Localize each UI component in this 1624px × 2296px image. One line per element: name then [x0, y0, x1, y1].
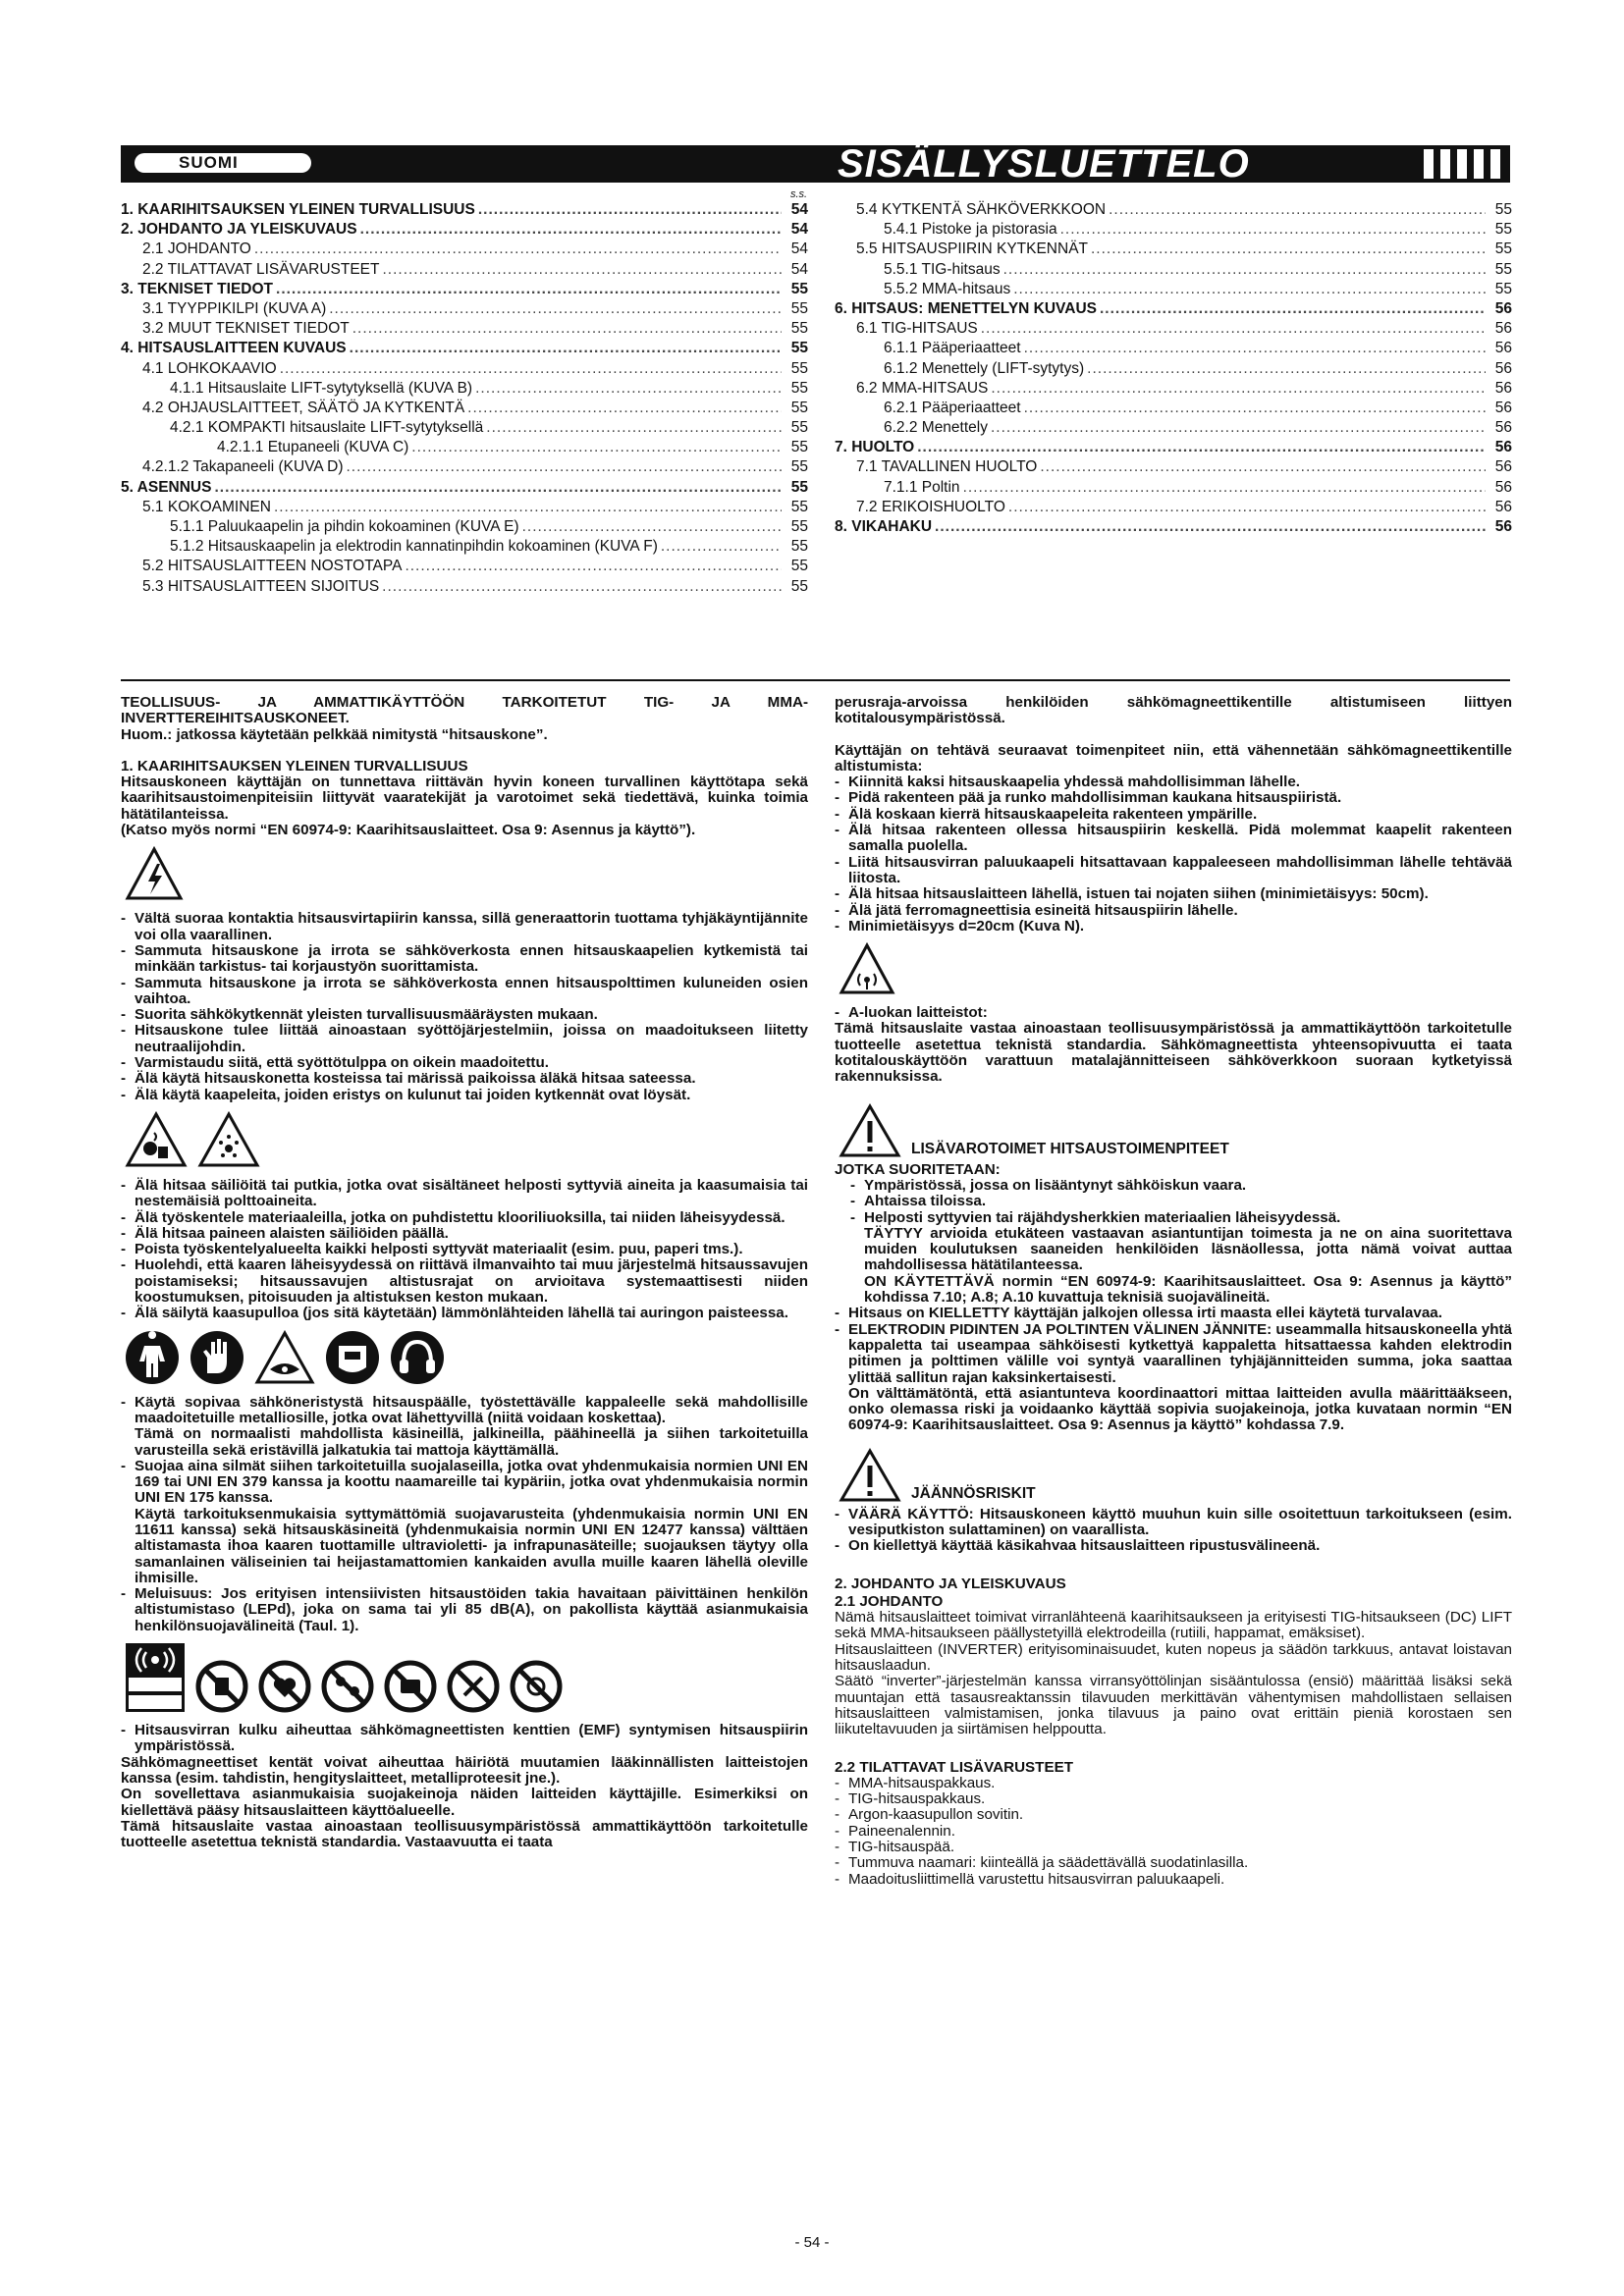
list-item: - Älä käytä kaapeleita, joiden eristys on kulunut tai joiden kytkennät ovat löysät.: [121, 1088, 808, 1103]
accessories-list: [835, 1776, 1512, 1888]
toc-entry[interactable]: [121, 418, 808, 438]
toc-entry[interactable]: [121, 319, 808, 339]
list-item: - Liitä hitsausvirran paluukaapeli hitsattavaan kappaleeseen mahdollisimman lähelle tehtävää liitosta.: [835, 855, 1512, 887]
toc-entry-title: 2. JOHDANTO JA YLEISKUVAUS: [121, 221, 357, 239]
list-item: - TIG-hitsauspakkaus.: [835, 1791, 1512, 1807]
toc-entry-page: 56: [1494, 299, 1512, 317]
section-2-1-text: Hitsauslaitteen (INVERTER) erityisominaisuudet, kuten nopeus ja säädön tarkkuus, antavat loistavan hitsauslaadun.: [835, 1640, 1512, 1675]
list-item: - Meluisuus: Jos erityisen intensiivisten hitsaustöiden takia havaitaan päivittäinen henkilön altistumistaso (LEPd), joka on sama tai yli 85 dB(A), on pakollista käyttää asianmukaisia henkilönsuojavälineitä (Taul. 1).: [121, 1586, 808, 1634]
toc-entry[interactable]: [835, 517, 1512, 537]
toc-entry-title: 6.2.1 Pääperiaatteet: [884, 399, 1021, 416]
list-item: TÄYTYY arvioida etukäteen vastaavan asiantuntijan toimesta ja ne on aina suoritettava muiden koulutuksen saaneiden henkilöiden läsnäollessa, jotta nämä voivat auttaa mahdollisessa hätätilanteessa.: [864, 1224, 1512, 1274]
toc-entry-page: 55: [790, 359, 808, 377]
toc-entry-title: 5.1.2 Hitsauskaapelin ja elektrodin kannatinpihdin kokoaminen (KUVA F): [170, 538, 658, 556]
toc-entry-title: 3.1 TYYPPIKILPI (KUVA A): [142, 299, 327, 317]
toc-entry[interactable]: [835, 478, 1512, 498]
list-item: - MMA-hitsauspakkaus.: [835, 1776, 1512, 1791]
section-2-title: 2. JOHDANTO JA YLEISKUVAUS: [835, 1575, 1066, 1592]
toc-entry-title: 5.1.1 Paluukaapelin ja pihdin kokoaminen (KUVA E): [170, 518, 519, 535]
list-item: - Älä hitsaa rakenteen ollessa hitsauspiirin keskellä. Pidä molemmat kaapelit rakenteen samalla puolella.: [835, 823, 1512, 855]
toc-left-column: [121, 200, 808, 597]
list-item: - Hitsaus on KIELLETTY käyttäjän jalkojen ollessa irti maasta ellei käytetä turvalavaa.: [835, 1306, 1512, 1321]
toc-entry[interactable]: [121, 537, 808, 557]
list-item: Käytä tarkoituksenmukaisia syttymättömiä suojavarusteita (yhdenmukaisia normin UNI EN 11611 kanssa) sekä hitsauskäsineitä (yhdenmukaisia normin UNI EN 12477 kanssa) välttäen altistamasta ihoa kaaren tuottamille ultravioletti- ja infrapunasäteille; suojauksen täytyy olla samanlainen väliseinien tai heijastamattomien kankaiden avulla muille kaaren lähellä oleville ihmisille.: [135, 1505, 808, 1586]
toc-leader-dots: [280, 359, 782, 379]
toc-leader-dots: [981, 319, 1486, 339]
electric-safety-list: [121, 911, 808, 1103]
toc-leader-dots: [1100, 299, 1486, 319]
protective-gloves-icon: [189, 1330, 244, 1385]
toc-entry[interactable]: [835, 399, 1512, 418]
list-item: ON KÄYTETTÄVÄ normin “EN 60974-9: Kaarihitsauslaitteet. Osa 9: Asennus ja käyttö” kohdissa 7.10; A.8; A.10 kuvattuja teknisiä suojavälineitä.: [864, 1272, 1512, 1307]
toc-entry-title: 6.2.2 Menettely: [884, 419, 988, 437]
list-item: - Älä käytä hitsauskonetta kosteissa tai märissä paikoissa äläkä hitsaa sateessa.: [121, 1071, 808, 1087]
toc-entry[interactable]: [835, 319, 1512, 339]
toc-leader-dots: [1008, 498, 1486, 517]
toc-entry[interactable]: [835, 418, 1512, 438]
toc-entry-page: 55: [790, 320, 808, 338]
toc-leader-dots: [382, 577, 782, 597]
toc-entry[interactable]: [835, 200, 1512, 220]
class-a-list: [835, 1005, 1512, 1021]
list-item: - Maadoitusliittimellä varustettu hitsausvirran paluukaapeli.: [835, 1872, 1512, 1888]
list-item: - Hitsauskone tulee liittää ainoastaan syöttöjärjestelmiin, joissa on maadoitukseen liitetty neutraalijohdin.: [121, 1023, 808, 1055]
toc-entry-title: 6.1 TIG-HITSAUS: [856, 320, 978, 338]
toc-entry-page: 55: [1494, 260, 1512, 278]
toc-leader-dots: [274, 498, 782, 517]
toc-entry-page: 56: [1494, 478, 1512, 496]
toc-entry-title: 5. ASENNUS: [121, 478, 212, 496]
toc-entry-page: 55: [790, 280, 808, 297]
page-number: - 54 -: [794, 2234, 830, 2251]
header-bars-decoration: [1424, 149, 1500, 179]
toc-entry-title: 3.2 MUUT TEKNISET TIEDOT: [142, 320, 350, 338]
toc-entry-page: 55: [790, 518, 808, 535]
toc-entry-title: 5.4.1 Pistoke ja pistorasia: [884, 221, 1057, 239]
toc-entry-page: 55: [1494, 221, 1512, 239]
toc-leader-dots: [522, 517, 782, 537]
language-tab[interactable]: SUOMI: [135, 153, 311, 173]
no-prosthesis-icon: [321, 1660, 374, 1713]
page-title: SISÄLLYSLUETTELO: [838, 142, 1250, 186]
face-shield-icon: [325, 1330, 380, 1385]
toc-entry-title: 7. HUOLTO: [835, 439, 915, 456]
general-warning-icon: [839, 1448, 901, 1503]
emf-measures-intro: Käyttäjän on tehtävä seuraavat toimenpiteet niin, että vähennetään sähkömagneettikentille altistumista:: [835, 741, 1512, 774]
intro-title: TEOLLISUUS- JA AMMATTIKÄYTTÖÖN TARKOITETUT TIG- JA MMA-INVERTTEREIHITSAUSKONEET.: [121, 694, 808, 727]
toc-entry[interactable]: [121, 498, 808, 517]
toc-leader-dots: [1060, 220, 1486, 240]
list-item: Tämä on normaalisti mahdollista käsineillä, jalkineilla, päähineellä ja siihen tarkoitetuilla varusteilla sekä eristävillä jalkatukia tai mattoja käyttämällä.: [135, 1425, 808, 1459]
list-item: - Ympäristössä, jossa on lisääntynyt sähköiskun vaara.: [835, 1178, 1512, 1194]
toc-leader-dots: [991, 418, 1486, 438]
emf-paragraph: On sovellettava asianmukaisia suojakeinoja näiden laitteiden käyttäjille. Esimerkiksi on kiellettävä pääsy hitsauslaitteen käyttöalueelle.: [121, 1786, 808, 1819]
toc-entry-title: 4. HITSAUSLAITTEEN KUVAUS: [121, 340, 347, 357]
toc-leader-dots: [478, 200, 782, 220]
list-item: - Argon-kaasupullon sovitin.: [835, 1807, 1512, 1823]
toc-entry-title: 6.2 MMA-HITSAUS: [856, 379, 989, 397]
toc-entry-title: 4.2.1.2 Takapaneeli (KUVA D): [142, 458, 344, 476]
emf-paragraph: Sähkömagneettiset kentät voivat aiheuttaa häiriötä muutamien lääkinnällisten laitteistojen kanssa (esim. tahdistin, hengityslaitteet, metalliproteesit jne.).: [121, 1753, 808, 1787]
list-item: - Pidä rakenteen pää ja runko mahdollisimman kaukana hitsauspiiristä.: [835, 790, 1512, 806]
toc-entry[interactable]: [835, 457, 1512, 477]
list-item: - Suorita sähkökytkennät yleisten turvallisuusmääräysten mukaan.: [121, 1007, 808, 1023]
toc-leader-dots: [411, 438, 782, 457]
eye-hazard-warning-icon: [254, 1330, 315, 1385]
toc-entry-page: 56: [1494, 379, 1512, 397]
toc-leader-dots: [360, 220, 782, 240]
class-a-text: Tämä hitsauslaite vastaa ainoastaan teollisuusympäristössä ja ammattikäyttöön tarkoitetulle tuotteelle asetettua teknistä standardia. Sähkömagneettista yhteensopivuutta ei taata kotitalouskäyttöön varattuun matalajännitteiseen sähköverkkoon suoraan kytketyissä rakennuksissa.: [835, 1020, 1512, 1086]
toc-entry-page: 55: [790, 419, 808, 437]
toc-entry[interactable]: [121, 577, 808, 597]
toc-entry[interactable]: [835, 498, 1512, 517]
toc-leader-dots: [467, 399, 782, 418]
toc-entry[interactable]: [121, 379, 808, 399]
toc-leader-dots: [1087, 359, 1486, 379]
toc-entry-title: 1. KAARIHITSAUKSEN YLEINEN TURVALLISUUS: [121, 201, 475, 218]
no-tools-icon: [447, 1660, 500, 1713]
list-item: - TIG-hitsauspää.: [835, 1840, 1512, 1855]
toc-entry-title: 7.1 TAVALLINEN HUOLTO: [856, 458, 1038, 476]
toc-entry-page: 55: [790, 379, 808, 397]
toc-leader-dots: [1003, 260, 1486, 280]
no-watch-icon: [384, 1660, 437, 1713]
emf-list: [121, 1723, 808, 1755]
toc-entry[interactable]: [835, 438, 1512, 457]
list-item: - Tummuva naamari: kiinteällä ja säädettävällä suodatinlasilla.: [835, 1855, 1512, 1871]
toc-leader-dots: [382, 260, 782, 280]
toc-leader-dots: [276, 280, 782, 299]
toc-entry-title: 4.2.1.1 Etupaneeli (KUVA C): [217, 439, 409, 456]
toc-entry-page: 55: [1494, 240, 1512, 258]
ear-protection-icon: [390, 1330, 445, 1385]
toc-entry[interactable]: [835, 240, 1512, 259]
list-item: - Huolehdi, että kaaren läheisyydessä on riittävä ilmanvaihto tai muu järjestelmä hitsaussavujen poistamiseksi; hitsaussavujen altistusrajat on arvioitava systemaattisesti niiden koostumuksen, pitoisuuden ja altistuksen keston mukaan.: [121, 1257, 808, 1306]
list-item: - Kiinnitä kaksi hitsauskaapelia yhdessä mahdollisimman lähelle.: [835, 774, 1512, 790]
ppe-list: [121, 1395, 808, 1634]
precautions-subtitle: JOTKA SUORITETAAN:: [835, 1160, 1001, 1178]
toc-entry-page: 55: [790, 299, 808, 317]
toc-entry[interactable]: [121, 299, 808, 319]
toc-leader-dots: [1013, 280, 1486, 299]
fire-warning-icons: [125, 1111, 808, 1168]
toc-entry-title: 3. TEKNISET TIEDOT: [121, 280, 274, 297]
toc-entry[interactable]: [835, 280, 1512, 299]
toc-entry[interactable]: [835, 379, 1512, 399]
toc-entry[interactable]: [121, 399, 808, 418]
toc-leader-dots: [475, 379, 782, 399]
toc-entry[interactable]: [835, 220, 1512, 240]
toc-entry[interactable]: [121, 557, 808, 576]
list-item: - Poista työskentelyalueelta kaikki helposti syttyvät materiaalit (esim. puu, paperi tms.).: [121, 1242, 808, 1257]
toc-leader-dots: [350, 339, 782, 358]
toc-entry[interactable]: [121, 457, 808, 477]
toc-entry[interactable]: [121, 280, 808, 299]
list-item: - A-luokan laitteistot:: [835, 1005, 1512, 1021]
fire-safety-list: [121, 1178, 808, 1322]
toc-entry[interactable]: [835, 359, 1512, 379]
list-item: - Älä säilytä kaasupulloa (jos sitä käytetään) lämmönlähteiden lähellä tai auringon paisteessa.: [121, 1306, 808, 1321]
toc-entry[interactable]: [121, 438, 808, 457]
precautions-header: [839, 1103, 1512, 1158]
toc-leader-dots: [214, 478, 782, 498]
toc-entry[interactable]: [121, 260, 808, 280]
toc-entry[interactable]: [121, 339, 808, 358]
toc-leader-dots: [661, 537, 782, 557]
toc-leader-dots: [329, 299, 782, 319]
list-item: - Suojaa aina silmät siihen tarkoitetuilla suojalaseilla, jotka ovat yhdenmukaisia normien UNI EN 169 tai UNI EN 379 kanssa ja koottu naamareille tai kypäriin, jotka ovat yhdenmukaisia normin UNI EN 175 kanssa.: [121, 1459, 808, 1507]
toc-entry-page: 54: [790, 201, 808, 218]
list-item: - Älä työskentele materiaaleilla, jotka on puhdistettu klooriliuoksilla, tai niiden läheisyydessä.: [121, 1210, 808, 1226]
toc-entry-title: 4.2 OHJAUSLAITTEET, SÄÄTÖ JA KYTKENTÄ: [142, 399, 465, 416]
electric-warning-icons: [125, 846, 808, 901]
list-item: - VÄÄRÄ KÄYTTÖ: Hitsauskoneen käyttö muuhun kuin sille osoitettuun tarkoitukseen (esim. vesiputkiston sulattaminen) on vaarallista.: [835, 1507, 1512, 1539]
list-item: - Ahtaissa tiloissa.: [835, 1194, 1512, 1209]
list-item: - ELEKTRODIN PIDINTEN JA POLTINTEN VÄLINEN JÄNNITE: useammalla hitsauskoneella yhtä kappaletta tai useampaa sähköisesti kytkettyä kappaletta hitsattaessa kahden elektrodin pitimen ja polttimen välille voi syntyä vaarallinen tyhjäjännitteiden summa, joka saattaa ylittää sallitun rajan kaksinkertaisesti.: [835, 1322, 1512, 1386]
toc-entry-page: 55: [790, 340, 808, 357]
toc-entry-page: 56: [1494, 359, 1512, 377]
toc-leader-dots: [1040, 457, 1486, 477]
section-2-1-text: Nämä hitsauslaitteet toimivat virranlähteenä kaarihitsaukseen ja erityisesti TIG-hitsaukseen (DC) LIFT sekä MMA-hitsaukseen päällystetyillä elektrodeilla (rutiili, happamat, emäksiset).: [835, 1609, 1512, 1642]
list-item: - Helposti syttyvien tai räjähdysherkkien materiaalien läheisyydessä.: [835, 1210, 1512, 1226]
emf-safe-logo-icon: [125, 1642, 186, 1713]
toc-leader-dots: [486, 418, 782, 438]
toc-leader-dots: [1109, 200, 1486, 220]
toc-leader-dots: [1024, 399, 1486, 418]
precautions-title: LISÄVAROTOIMET HITSAUSTOIMENPITEET: [911, 1141, 1229, 1158]
toc-leader-dots: [405, 557, 782, 576]
toc-leader-dots: [1091, 240, 1486, 259]
list-item: - Älä hitsaa säiliöitä tai putkia, jotka ovat sisältäneet helposti syttyviä aineita ja kaasumaisia tai nestemäisiä polttoaineita.: [121, 1178, 808, 1210]
toc-entry-title: 2.1 JOHDANTO: [142, 240, 251, 258]
toc-entry[interactable]: [835, 260, 1512, 280]
toc-leader-dots: [254, 240, 782, 259]
toc-entry-page: 55: [790, 439, 808, 456]
toc-entry-title: 4.2.1 KOMPAKTI hitsauslaite LIFT-sytytyksellä: [170, 419, 484, 437]
emf-continuation: perusraja-arvoissa henkilöiden sähkömagneettikentille altistumiseen liittyen kotitalousympäristössä.: [835, 694, 1512, 727]
toc-right-column: [835, 200, 1512, 537]
residual-risk-list: [835, 1507, 1512, 1555]
body-right-column: [835, 695, 1512, 1888]
general-warning-icon: [839, 1103, 901, 1158]
toc-entry-title: 4.1.1 Hitsauslaite LIFT-sytytyksellä (KUVA B): [170, 379, 473, 397]
no-magnetic-card-icon: [510, 1660, 563, 1713]
toc-entry-title: 6.1.1 Pääperiaatteet: [884, 340, 1021, 357]
list-item: - Älä hitsaa paineen alaisten säiliöiden päällä.: [121, 1226, 808, 1242]
list-item: - Varmistaudu siitä, että syöttötulppa on oikein maadoitettu.: [121, 1055, 808, 1071]
toc-entry[interactable]: [121, 240, 808, 259]
toc-entry-title: 5.1 KOKOAMINEN: [142, 498, 271, 515]
toc-entry-title: 5.3 HITSAUSLAITTEEN SIJOITUS: [142, 577, 380, 595]
no-pacemaker-icon: [258, 1660, 311, 1713]
toc-entry-page: 55: [790, 538, 808, 556]
section-2-1-text: Säätö “inverter”-järjestelmän kanssa virransyöttölinjan sisääntulossa (ensiö) määrittää lisäksi sekä muuntajan että tasausreaktanssin tilavuuden merkittävän vähentymisen mahdollistaen sellaisen hitsauslaitteen valmistamisen, jonka tilavuus ja paino ovat erittäin pieniä korostaen sen liikuteltavuuden ja siirtämisen helppoutta.: [835, 1673, 1512, 1738]
precautions-list: [835, 1178, 1512, 1434]
list-item: - Vältä suoraa kontaktia hitsausvirtapiirin kanssa, sillä generaattorin tuottama tyhjäkäyntijännite voi olla vaarallinen.: [121, 911, 808, 943]
toc-entry-page: 55: [790, 558, 808, 575]
toc-entry-title: 5.5 HITSAUSPIIRIN KYTKENNÄT: [856, 240, 1088, 258]
toc-entry-title: 6.1.2 Menettely (LIFT-sytytys): [884, 359, 1085, 377]
toc-entry-page: 54: [790, 240, 808, 258]
emf-icons: [125, 1642, 808, 1713]
toc-entry-page: 56: [1494, 340, 1512, 357]
list-item: - Minimietäisyys d=20cm (Kuva N).: [835, 919, 1512, 934]
toc-entry-page: 55: [790, 458, 808, 476]
toc-entry-title: 5.2 HITSAUSLAITTEEN NOSTOTAPA: [142, 558, 403, 575]
toc-entry-title: 5.5.2 MMA-hitsaus: [884, 280, 1011, 297]
toc-entry-page: 56: [1494, 439, 1512, 456]
toxic-fumes-warning-icon: [125, 1111, 188, 1168]
toc-entry[interactable]: [835, 339, 1512, 358]
list-item: - Älä koskaan kierrä hitsauskaapeleita rakenteen ympärille.: [835, 807, 1512, 823]
toc-entry[interactable]: [121, 220, 808, 240]
toc-entry-page: 54: [790, 221, 808, 239]
toc-entry[interactable]: [835, 299, 1512, 319]
section-2-1-title: 2.1 JOHDANTO: [835, 1592, 944, 1610]
toc-entry-title: 8. VIKAHAKU: [835, 518, 933, 535]
ppe-icons: [125, 1330, 808, 1385]
toc-leader-dots: [917, 438, 1486, 457]
list-item: On välttämätöntä, että asiantunteva koordinaattori mittaa laitteiden avulla määrittääkseen, onko olemassa riski ja voidaanko käyttää sopivia suojakeinoja, jotka kuvataan normin “EN 60974-9: Kaarihitsauslaitteet. Osa 9: Asennus ja käyttö” kohdassa 7.9.: [848, 1384, 1512, 1434]
toc-entry[interactable]: [121, 517, 808, 537]
toc-entry-page: 56: [1494, 320, 1512, 338]
section-1-title: 1. KAARIHITSAUKSEN YLEINEN TURVALLISUUS: [121, 757, 468, 774]
residual-risk-header: [839, 1448, 1512, 1503]
section-1-text: Hitsauskoneen käyttäjän on tunnettava riittävän hyvin koneen turvallinen käyttötapa sekä kaarihitsaustoimenpiteisiin liittyvät vaaratekijät ja varotoimet sekä tiedettävä, kuinka toimia hätätilanteissa.: [121, 774, 808, 823]
toc-entry-page: 56: [1494, 399, 1512, 416]
section-divider: [121, 679, 1510, 681]
toc-entry[interactable]: [121, 359, 808, 379]
list-item: - Käytä sopivaa sähköneristystä hitsauspäälle, työstettävälle kappaleelle sekä mahdollisille maadoitetuille metalliosille, jotka ovat lähettyvillä (niitä voidaan koskettaa).: [121, 1395, 808, 1427]
no-metal-implants-icon: [195, 1660, 248, 1713]
residual-risk-title: JÄÄNNÖSRISKIT: [911, 1485, 1036, 1503]
list-item: - Hitsausvirran kulku aiheuttaa sähkömagneettisten kenttien (EMF) syntymisen hitsauspiirin ympäristössä.: [121, 1723, 808, 1755]
emission-warning-icons: [839, 942, 1512, 995]
toc-leader-dots: [963, 478, 1486, 498]
toc-entry-page: 54: [790, 260, 808, 278]
list-item: - Sammuta hitsauskone ja irrota se sähköverkosta ennen hitsauspolttimen kuluneiden osien vaihtoa.: [121, 976, 808, 1008]
toc-entry-title: 6. HITSAUS: MENETTELYN KUVAUS: [835, 299, 1097, 317]
emf-paragraph: Tämä hitsauslaite vastaa ainoastaan teollisuusympäristössä ammattikäyttöön tarkoitetulle tuotteelle asetettua teknistä standardia. Vastaavuutta ei taata: [121, 1817, 808, 1851]
toc-entry-page: 56: [1494, 498, 1512, 515]
list-item: - Paineenalennin.: [835, 1824, 1512, 1840]
toc-entry-page: 56: [1494, 419, 1512, 437]
list-item: - On kiellettyä käyttää käsikahvaa hitsauslaitteen ripustusvälineenä.: [835, 1538, 1512, 1554]
toc-entry-title: 5.4 KYTKENTÄ SÄHKÖVERKKOON: [856, 201, 1107, 218]
toc-entry-title: 7.2 ERIKOISHUOLTO: [856, 498, 1005, 515]
toc-entry-page: 56: [1494, 518, 1512, 535]
explosion-warning-icon: [197, 1111, 260, 1168]
toc-entry[interactable]: [121, 200, 808, 220]
emf-measures-list: [835, 774, 1512, 934]
toc-entry-page: 55: [790, 498, 808, 515]
toc-entry-page: 55: [1494, 280, 1512, 297]
toc-entry-page: 55: [790, 478, 808, 496]
toc-entry[interactable]: [121, 478, 808, 498]
toc-leader-dots: [1024, 339, 1486, 358]
section-1-norm: (Katso myös normi “EN 60974-9: Kaarihitsauslaitteet. Osa 9: Asennus ja käyttö”).: [121, 822, 696, 839]
electric-shock-warning-icon: [125, 846, 184, 901]
list-item: - Sammuta hitsauskone ja irrota se sähköverkosta ennen hitsauskaapelien kytkemistä tai minkään tarkistus- tai korjaustyön suorittamista.: [121, 943, 808, 976]
toc-entry-title: 5.5.1 TIG-hitsaus: [884, 260, 1001, 278]
toc-leader-dots: [352, 319, 782, 339]
list-item: - Älä hitsaa hitsauslaitteen lähellä, istuen tai nojaten siihen (minimietäisyys: 50cm).: [835, 886, 1512, 902]
toc-entry-page: 55: [1494, 201, 1512, 218]
toc-entry-title: 4.1 LOHKOKAAVIO: [142, 359, 277, 377]
toc-entry-page: 56: [1494, 458, 1512, 476]
list-item: - Älä jätä ferromagneettisia esineitä hitsauspiirin lähelle.: [835, 903, 1512, 919]
page-column-label: s.s.: [790, 188, 808, 200]
toc-leader-dots: [347, 457, 783, 477]
intro-note: Huom.: jatkossa käytetään pelkkää nimitystä “hitsauskone”.: [121, 725, 548, 743]
toc-entry-page: 55: [790, 399, 808, 416]
non-ionizing-radiation-warning-icon: [839, 942, 895, 995]
toc-leader-dots: [991, 379, 1486, 399]
toc-entry-title: 7.1.1 Poltin: [884, 478, 960, 496]
body-left-column: [121, 695, 808, 1850]
toc-entry-page: 55: [790, 577, 808, 595]
toc-leader-dots: [935, 517, 1486, 537]
header-bar: [121, 142, 1510, 186]
section-2-2-title: 2.2 TILATTAVAT LISÄVARUSTEET: [835, 1758, 1073, 1776]
toc-entry-title: 2.2 TILATTAVAT LISÄVARUSTEET: [142, 260, 380, 278]
protective-clothing-icon: [125, 1330, 180, 1385]
